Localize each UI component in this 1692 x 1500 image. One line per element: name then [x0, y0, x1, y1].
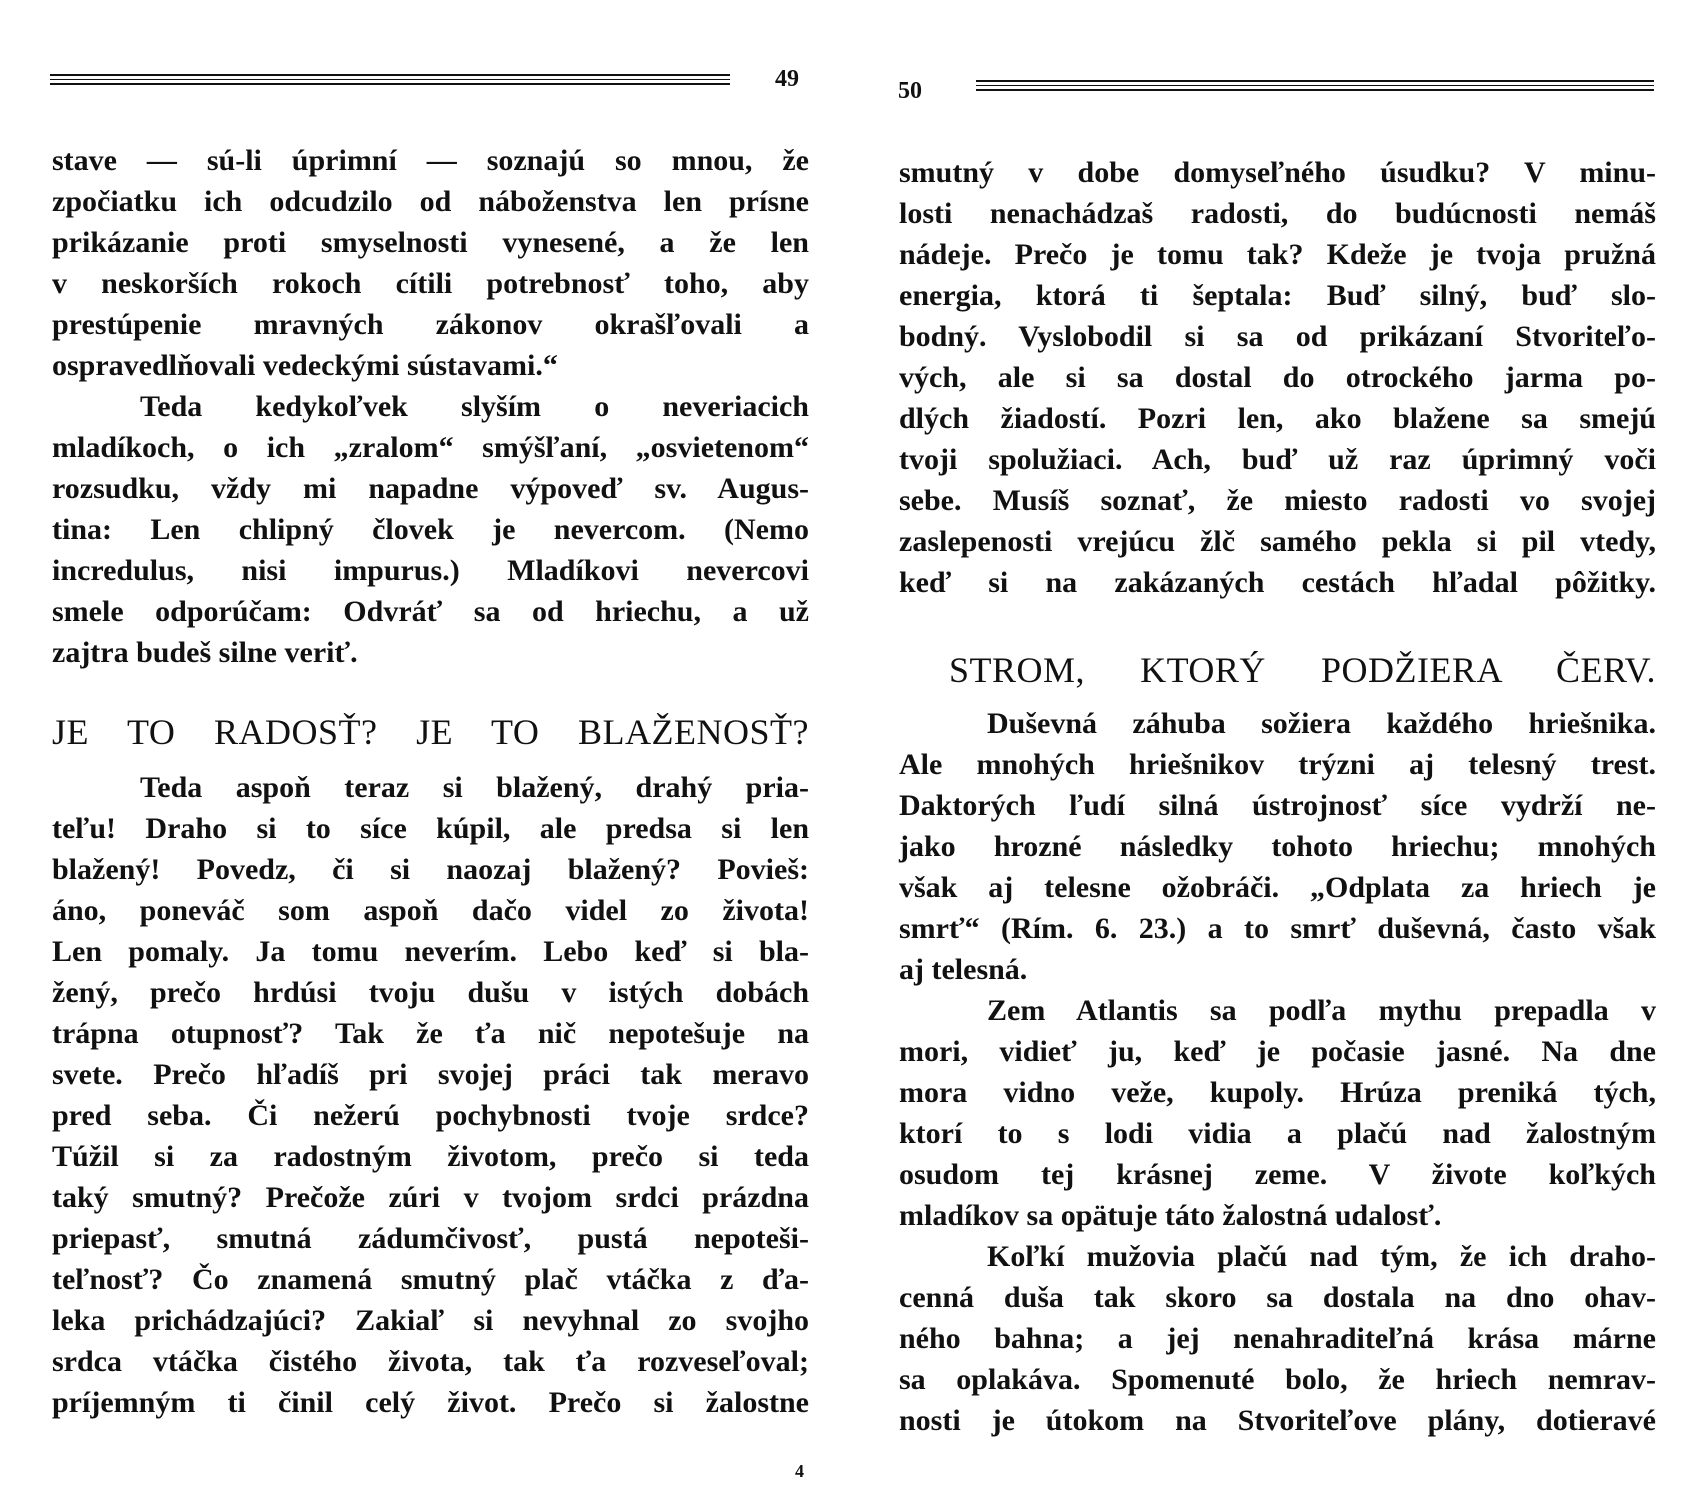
text-line: aj telesná.: [899, 953, 1028, 986]
text-line: smutný v dobe domyseľného úsudku? V minu-: [899, 156, 1656, 189]
text-line: mora vidno veže, kupoly. Hrúza preniká tých,: [899, 1076, 1656, 1109]
text-line: vých, ale si sa dostal do otrockého jarma po-: [899, 361, 1656, 394]
text-line: energia, ktorá ti šeptala: Buď silný, buď slo-: [899, 279, 1656, 312]
signature-mark: 4: [795, 1461, 804, 1481]
section-heading: STROM, KTORÝ PODŽIERA ČERV.: [949, 650, 1656, 690]
text-line: zpočiatku ich odcudzilo od náboženstva len prísne: [52, 185, 809, 218]
text-line: priepasť, smutná zádumčivosť, pustá nepoteši-: [52, 1222, 809, 1255]
page-number: 50: [898, 78, 922, 104]
text-line: príjemným ti činil celý život. Prečo si žalostne: [52, 1386, 809, 1419]
text-line: Ale mnohých hriešnikov trýzni aj telesný trest.: [899, 748, 1656, 781]
text-line: mladíkoch, o ich „zralom“ smýšľaní, „osvietenom“: [52, 431, 809, 464]
text-line: Duševná záhuba sožiera každého hriešnika.: [987, 707, 1656, 740]
text-line: nosti je útokom na Stvoriteľove plány, dotieravé: [899, 1404, 1656, 1437]
text-line: blažený! Povedz, či si naozaj blažený? Povieš:: [52, 853, 809, 886]
text-line: prikázanie proti smyselnosti vynesené, a že len: [52, 226, 809, 259]
text-line: rozsudku, vždy mi napadne výpoveď sv. Augus-: [52, 472, 809, 505]
text-line: Teda aspoň teraz si blažený, drahý pria-: [140, 771, 809, 804]
text-line: teľnosť? Čo znamená smutný plač vtáčka z ďa-: [52, 1263, 809, 1296]
text-line: Teda kedykoľvek slyším o neveriacich: [140, 390, 809, 423]
text-line: však aj telesne ožobráči. „Odplata za hriech je: [899, 871, 1656, 904]
text-line: pred seba. Či nežerú pochybnosti tvoje srdce?: [52, 1099, 809, 1132]
text-line: Len pomaly. Ja tomu neverím. Lebo keď si bla-: [52, 935, 809, 968]
text-line: Túžil si za radostným životom, prečo si teda: [52, 1140, 809, 1173]
text-line: smele odporúčam: Odvráť sa od hriechu, a už: [52, 595, 809, 628]
text-line: svete. Prečo hľadíš pri svojej práci tak meravo: [52, 1058, 809, 1091]
text-line: teľu! Draho si to síce kúpil, ale predsa si len: [52, 812, 809, 845]
text-line: leka prichádzajúci? Zakiaľ si nevyhnal zo svojho: [52, 1304, 809, 1337]
text-line: jako hrozné následky tohoto hriechu; mnohých: [899, 830, 1656, 863]
text-line: prestúpenie mravných zákonov okrašľovali a: [52, 308, 809, 341]
text-line: zajtra budeš silne veriť.: [52, 636, 358, 669]
body-text: [52, 140, 809, 1423]
text-line: trápna otupnosť? Tak že ťa nič nepotešuje na: [52, 1017, 809, 1050]
text-line: stave — sú-li úprimní — soznajú so mnou, že: [52, 144, 809, 177]
text-line: sebe. Musíš soznať, že miesto radosti vo svojej: [899, 484, 1656, 517]
text-line: ktorí to s lodi vidia a plačú nad žalostným: [899, 1117, 1656, 1150]
text-line: Daktorých ľudí silná ústrojnosť síce vydrží ne-: [899, 789, 1656, 822]
text-line: tvoji spolužiaci. Ach, buď už raz úprimný voči: [899, 443, 1656, 476]
body-text: [899, 152, 1656, 1441]
text-line: Zem Atlantis sa podľa mythu prepadla v: [987, 994, 1656, 1027]
text-line: žený, prečo hrdúsi tvoju dušu v istých dobách: [52, 976, 809, 1009]
text-line: ospravedlňovali vedeckými sústavami.“: [52, 349, 558, 382]
header-rule: [50, 74, 730, 85]
text-line: smrť“ (Rím. 6. 23.) a to smrť duševná, často však: [899, 912, 1656, 945]
text-line: losti nenachádzaš radosti, do budúcnosti nemáš: [899, 197, 1656, 230]
text-line: keď si na zakázaných cestách hľadal pôžitky.: [899, 566, 1656, 599]
text-line: tina: Len chlipný človek je nevercom. (Nemo: [52, 513, 809, 546]
right-page: [846, 0, 1692, 1500]
page-number: 49: [775, 66, 799, 92]
text-line: osudom tej krásnej zeme. V živote koľkých: [899, 1158, 1656, 1191]
text-line: mori, vidieť ju, keď je počasie jasné. Na dne: [899, 1035, 1656, 1068]
header-rule: [976, 80, 1654, 91]
text-line: incredulus, nisi impurus.) Mladíkovi nevercovi: [52, 554, 809, 587]
text-line: srdca vtáčka čistého života, tak ťa rozveseľoval;: [52, 1345, 809, 1378]
text-line: mladíkov sa opätuje táto žalostná udalosť.: [899, 1199, 1442, 1232]
text-line: zaslepenosti vrejúcu žlč samého pekla si pil vtedy,: [899, 525, 1656, 558]
text-line: áno, poneváč som aspoň dačo videl zo života!: [52, 894, 809, 927]
text-line: ného bahna; a jej nenahraditeľná krása márne: [899, 1322, 1656, 1355]
text-line: v neskorších rokoch cítili potrebnosť toho, aby: [52, 267, 809, 300]
text-line: taký smutný? Prečože zúri v tvojom srdci prázdna: [52, 1181, 809, 1214]
text-line: nádeje. Prečo je tomu tak? Kdeže je tvoja pružná: [899, 238, 1656, 271]
section-heading: JE TO RADOSŤ? JE TO BLAŽENOSŤ?: [52, 712, 809, 752]
text-line: dlých žiadostí. Pozri len, ako blažene sa smejú: [899, 402, 1656, 435]
text-line: Koľkí mužovia plačú nad tým, že ich draho-: [987, 1240, 1656, 1273]
text-line: bodný. Vyslobodil si sa od prikázaní Stvoriteľo-: [899, 320, 1656, 353]
text-line: sa oplakáva. Spomenuté bolo, že hriech nemrav-: [899, 1363, 1656, 1396]
text-line: cenná duša tak skoro sa dostala na dno ohav-: [899, 1281, 1656, 1314]
